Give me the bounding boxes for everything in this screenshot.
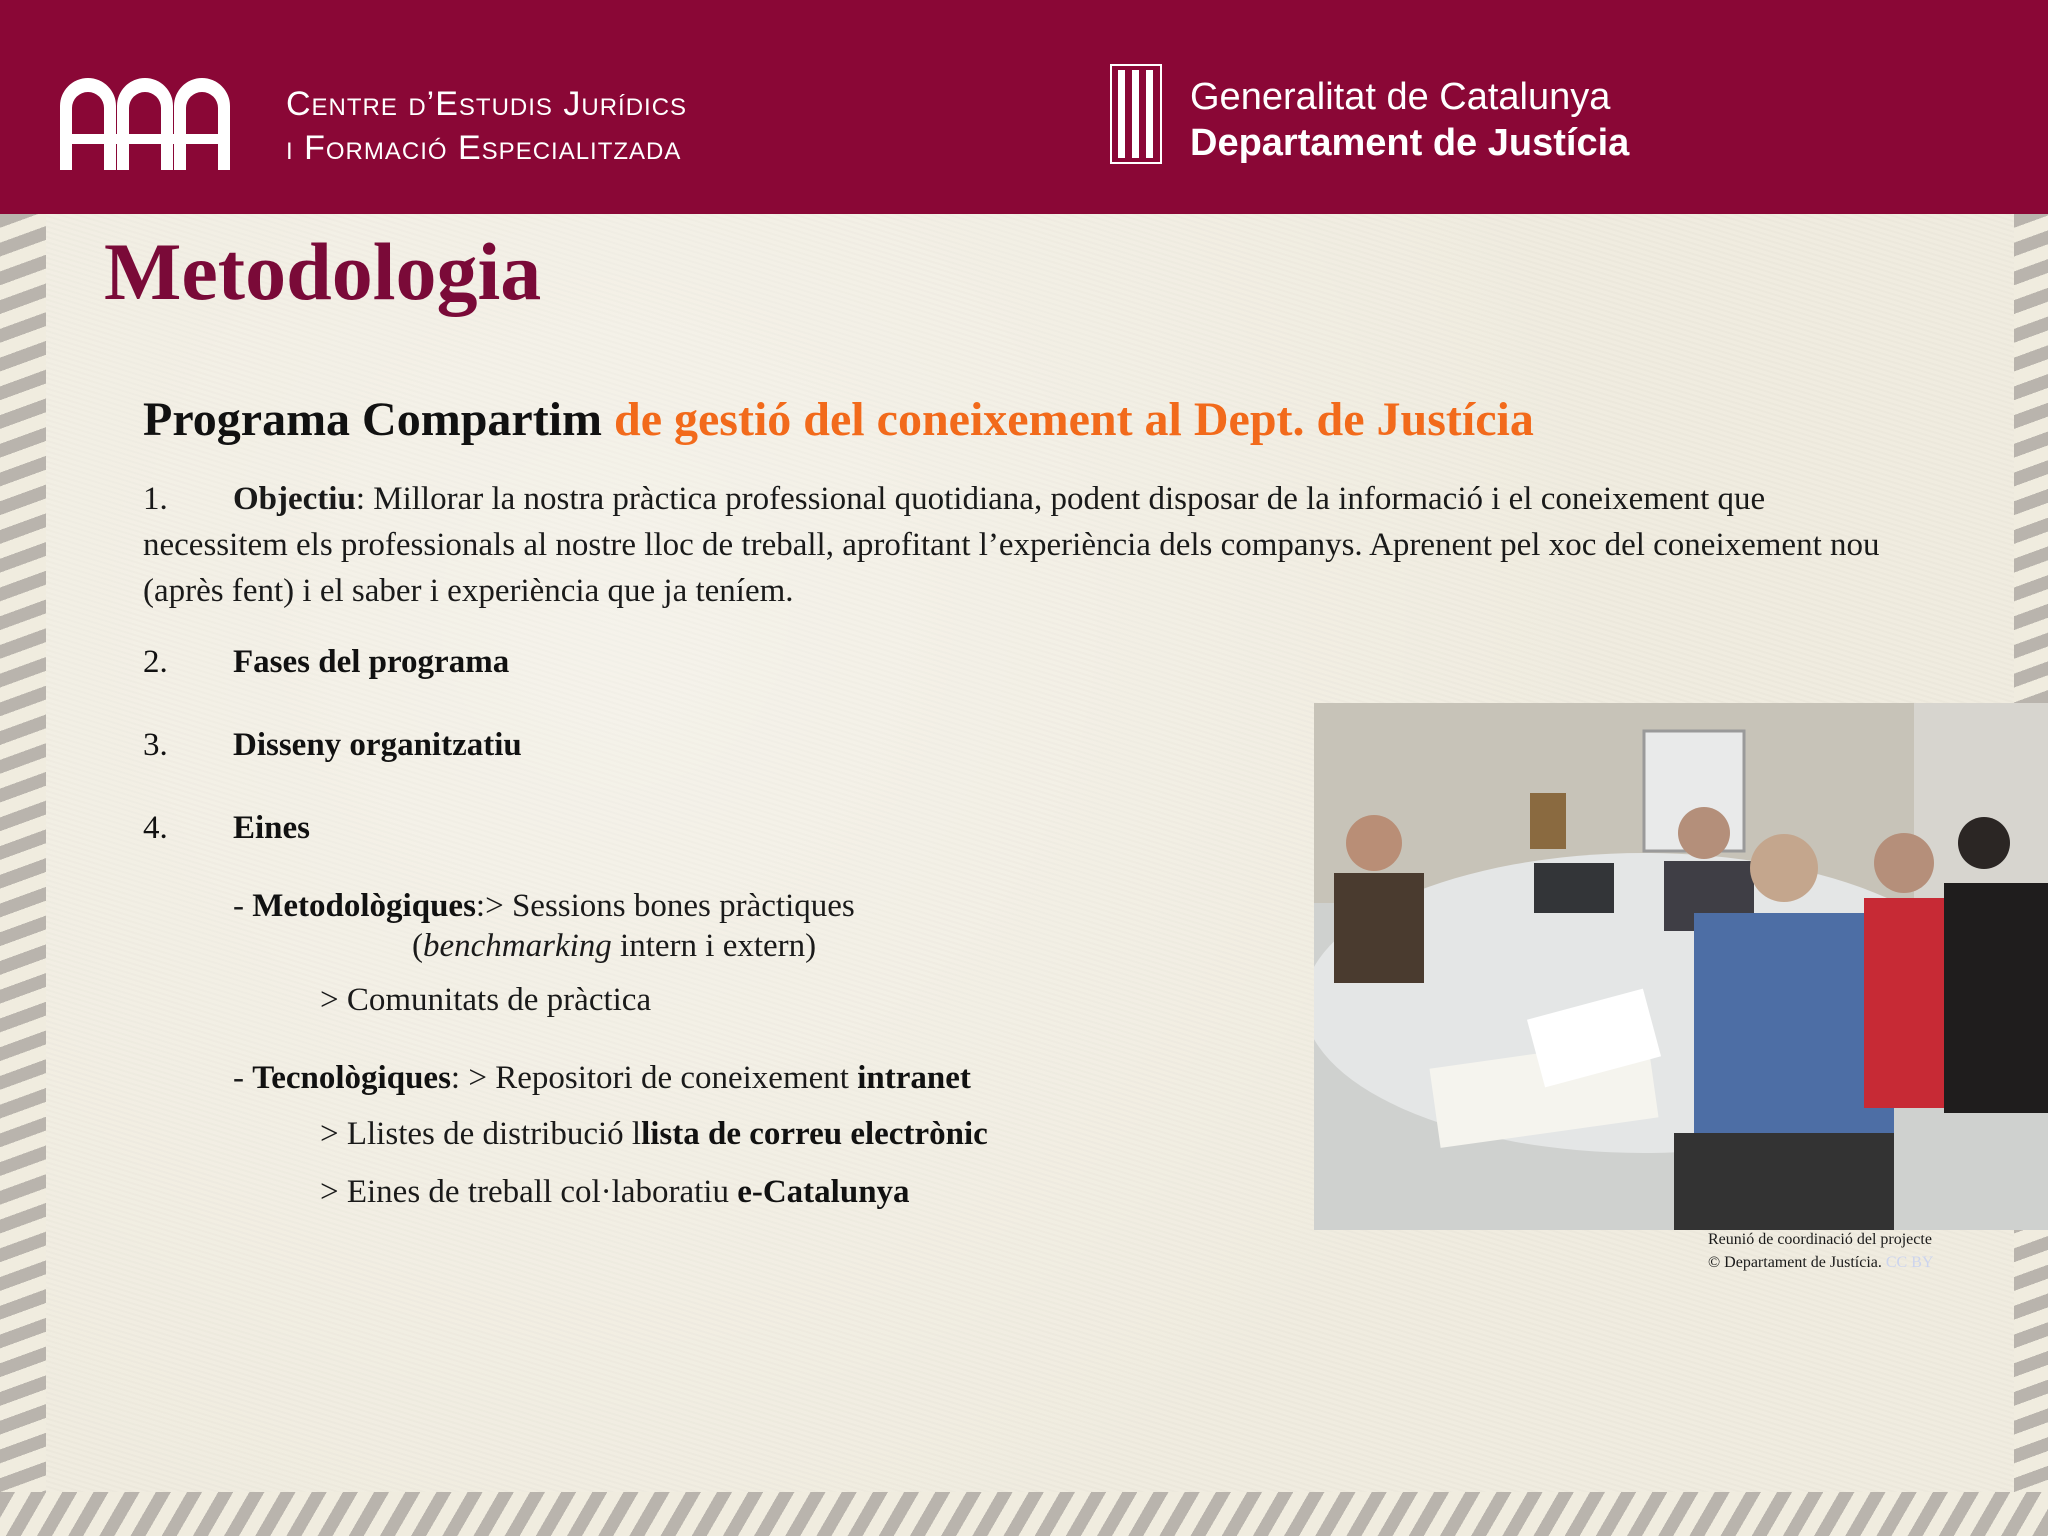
left-border-stripe <box>0 214 46 1536</box>
generalitat-name <box>1190 74 1629 166</box>
dash: - <box>233 888 253 924</box>
generalitat-flag-logo-icon <box>1110 64 1162 164</box>
list-item <box>143 806 310 850</box>
e-catalunya-term: e-Catalunya <box>737 1174 910 1210</box>
objective-text: : Millorar la nostra pràctica professional quotidiana, podent disposar de la informació i el coneixement que necessitem els professionals al nostre lloc de treball, aprofitant l’experiència dels companys. Aprenent pel xoc del coneixement nou (après fent) i el saber i experiència que ja teníem. <box>143 481 1880 609</box>
meeting-photo-illustration <box>1314 703 2048 1230</box>
item-label: Eines <box>233 810 311 846</box>
program-subtitle: de gestió del coneixement al Dept. de Justícia <box>614 393 1534 446</box>
tech-tools-line <box>233 1056 971 1100</box>
cejfe-name-line2: i Formació Especialitzada <box>286 129 682 167</box>
meeting-photo <box>1314 703 2048 1230</box>
mailing-list-term: lista de correu electrònic <box>641 1116 988 1152</box>
copyright-text: © Departament de Justícia. <box>1708 1254 1882 1271</box>
generalitat-name-line1: Generalitat de Catalunya <box>1190 76 1611 118</box>
benchmarking-term: benchmarking <box>423 928 612 964</box>
cejfe-name-line1: Centre d’Estudis Jurídics <box>286 85 688 123</box>
item-label: Fases del programa <box>233 644 510 680</box>
photo-caption-line2 <box>1708 1251 1933 1274</box>
communities-line: > Comunitats de pràctica <box>320 982 652 1018</box>
list-item <box>143 723 522 767</box>
photo-caption <box>1708 1228 1933 1274</box>
cejfe-name <box>286 82 687 170</box>
distribution-lists-text: > Llistes de distribució l <box>320 1116 642 1152</box>
program-heading <box>143 390 1534 450</box>
item-number: 4. <box>143 810 168 846</box>
cejfe-arches-logo-icon <box>52 58 238 174</box>
method-tools-label: Metodològiques <box>252 888 476 924</box>
distribution-lists-line <box>320 1112 988 1156</box>
item-label: Disseny organitzatiu <box>233 727 522 763</box>
intranet-term: intranet <box>857 1060 971 1096</box>
method-tools-line <box>233 884 855 928</box>
dash: - <box>233 1060 253 1096</box>
program-name: Programa Compartim <box>143 393 602 446</box>
photo-caption-line1: Reunió de coordinació del projecte <box>1708 1231 1932 1248</box>
bottom-border-stripe <box>0 1492 2048 1536</box>
collaborative-tools-text: > Eines de treball col·laboratiu <box>320 1174 738 1210</box>
benchmarking-line <box>412 924 816 968</box>
paren: ( <box>412 928 423 964</box>
department-name: Departament de Justícia <box>1190 122 1630 164</box>
list-item <box>143 640 509 684</box>
item-number: 3. <box>143 727 168 763</box>
slide-title: Metodologia <box>104 226 542 317</box>
benchmarking-rest: intern i extern) <box>611 928 817 964</box>
tech-tools-text: : > Repositori de coneixement <box>450 1060 858 1096</box>
license-link[interactable]: CC BY <box>1881 1254 1934 1271</box>
objective-label: Objectiu <box>233 481 356 517</box>
method-tools-text: :> Sessions bones pràctiques <box>475 888 855 924</box>
item-number: 2. <box>143 644 168 680</box>
header-banner <box>0 0 2048 214</box>
collaborative-tools-line <box>320 1170 910 1214</box>
tech-tools-label: Tecnològiques <box>252 1060 451 1096</box>
item-number: 1. <box>143 481 168 517</box>
objective-paragraph <box>143 476 1883 614</box>
